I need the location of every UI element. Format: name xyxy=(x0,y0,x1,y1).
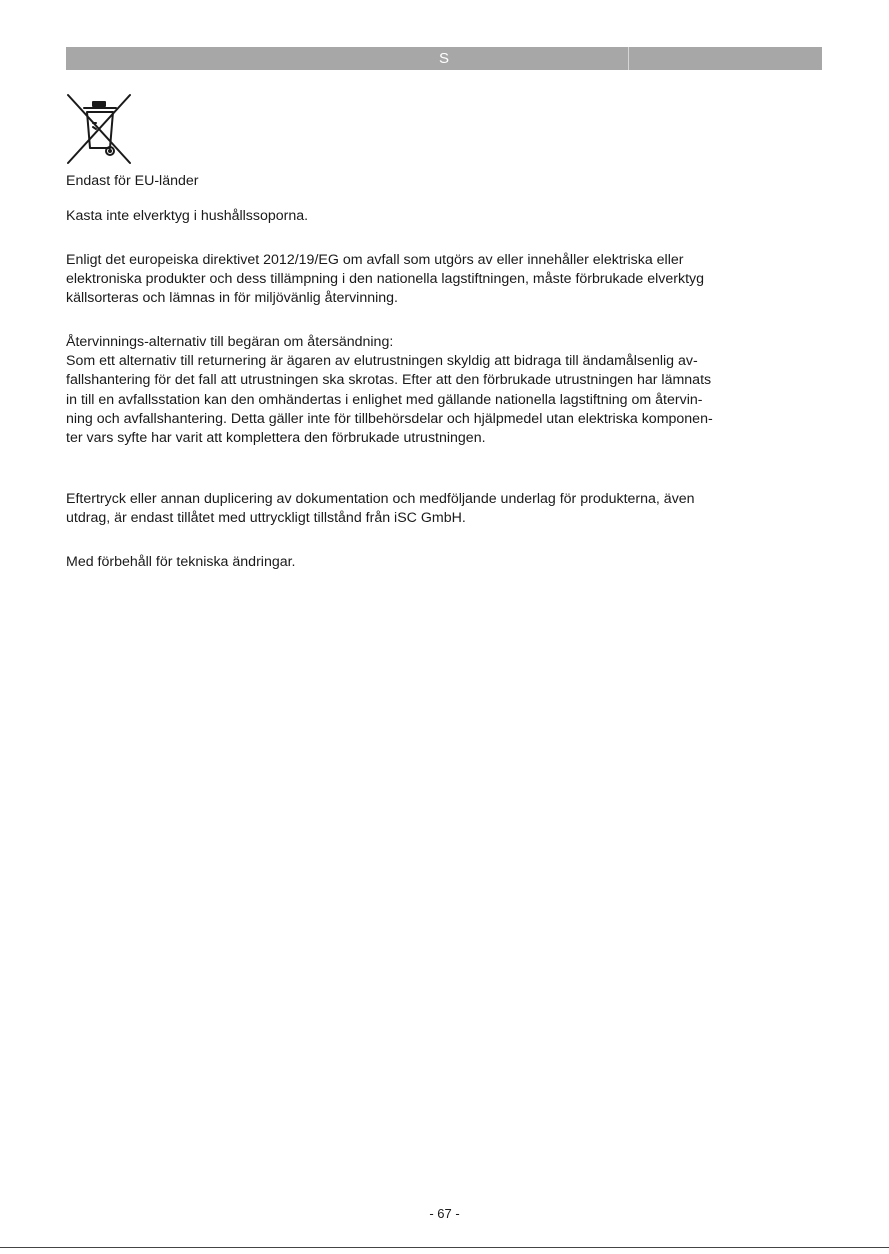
text-line: ter vars syfte har varit att komplettera den förbrukade utrustningen. xyxy=(66,430,486,447)
text-line: ning och avfallshantering. Detta gäller inte för tillbehörsdelar och hjälpmedel utan elektriska komponen- xyxy=(66,410,713,427)
text-line: fallshantering för det fall att utrustningen ska skrotas. Efter att den förbrukade utrustningen har lämnats xyxy=(66,372,712,389)
text-line: Eftertryck eller annan duplicering av dokumentation och medföljande underlag för produkterna, även xyxy=(66,491,695,507)
text-line: Som ett alternativ till returnering är ägaren av elutrustningen skyldig att bidraga till ändamålsenlig av- xyxy=(66,353,698,370)
text-line: Endast för EU-länder xyxy=(66,173,199,189)
text-line: Med förbehåll för tekniska ändringar. xyxy=(66,554,296,570)
eu-only-paragraph xyxy=(66,172,826,191)
text-line: Enligt det europeiska direktivet 2012/19/EG om avfall som utgörs av eller innehåller elektriska eller xyxy=(66,252,684,268)
text-line: Kasta inte elverktyg i hushållssoporna. xyxy=(66,208,309,224)
language-code: S xyxy=(438,50,449,67)
page-number: - 67 - xyxy=(429,1206,460,1221)
language-header-bar xyxy=(66,47,822,70)
text-line: elektroniska produkter och dess tillämpning i den nationella lagstiftningen, måste förbrukade elverktyg xyxy=(66,271,705,288)
text-line: källsorteras och lämnas in för miljövänlig återvinning. xyxy=(66,290,398,307)
bottom-border-line xyxy=(0,1247,889,1248)
text-line: utdrag, är endast tillåtet med uttryckligt tillstånd från iSC GmbH. xyxy=(66,510,466,527)
text-line: in till en avfallsstation kan den omhändertas i enlighet med gällande nationella lagstiftning om återvin- xyxy=(66,391,703,408)
no-household-waste-paragraph xyxy=(66,207,826,226)
crossed-out-wheelie-bin-icon xyxy=(66,93,134,165)
technical-changes-paragraph xyxy=(66,553,826,572)
text-line: Återvinnings-alternativ till begäran om återsändning: xyxy=(66,334,394,350)
eu-directive-paragraph xyxy=(66,251,826,309)
recycling-alternative-paragraph xyxy=(66,333,826,448)
copyright-paragraph xyxy=(66,490,826,528)
